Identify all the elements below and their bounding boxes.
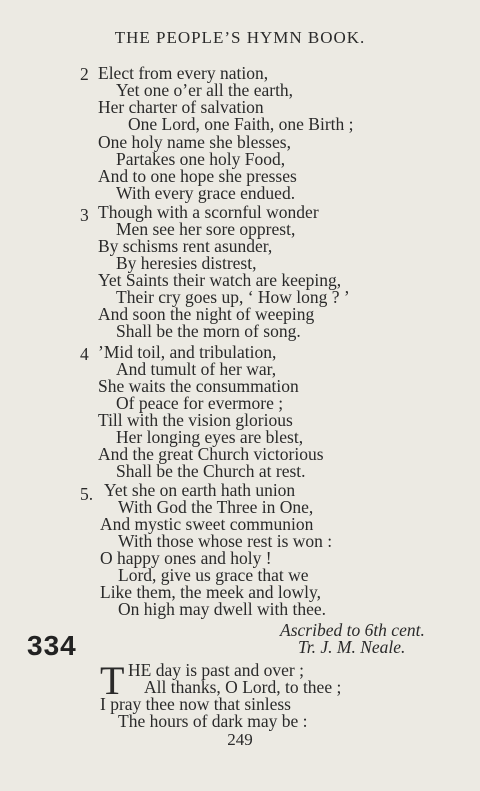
verse-line: The hours of dark may be : <box>118 711 308 731</box>
verse-line: One Lord, one Faith, one Birth ; <box>128 114 354 134</box>
verse-number: 2 <box>80 64 89 84</box>
verse-line: Partakes one holy Food, <box>116 149 286 169</box>
running-head: THE PEOPLE’S HYMN BOOK. <box>114 28 366 47</box>
verse-line: Their cry goes up, ‘ How long ? ’ <box>116 287 350 307</box>
verse-line: And tumult of her war, <box>116 359 277 379</box>
verse-line: Like them, the meek and lowly, <box>100 582 321 602</box>
verse-line: Yet Saints their watch are keeping, <box>98 270 342 290</box>
verse-line: And soon the night of weeping <box>98 304 315 324</box>
verse-line: Elect from every nation, <box>98 63 269 83</box>
verse-line: O happy ones and holy ! <box>100 548 272 568</box>
verse-line: Though with a scornful wonder <box>98 202 319 222</box>
verse-line: On high may dwell with thee. <box>118 599 327 619</box>
drop-cap: T <box>100 658 125 703</box>
verse-line: With every grace endued. <box>116 183 296 203</box>
verse-line: One holy name she blesses, <box>98 132 291 152</box>
verse-line: Till with the vision glorious <box>98 410 293 430</box>
verse-line: HE day is past and over ; <box>128 660 304 680</box>
verse-line: Shall be the morn of song. <box>116 321 301 341</box>
hymn-number: 334 <box>27 630 77 661</box>
verse-number: 5. <box>80 484 94 504</box>
verse-line: ’Mid toil, and tribulation, <box>98 342 277 362</box>
verse-line: Yet she on earth hath union <box>104 480 296 500</box>
attribution-translator: Tr. J. M. Neale. <box>298 637 406 657</box>
verse-line: Shall be the Church at rest. <box>116 461 306 481</box>
verse-line: With God the Three in One, <box>118 497 314 517</box>
verse-line: By heresies distrest, <box>116 253 257 273</box>
verse-line: I pray thee now that sinless <box>100 694 291 714</box>
verse-line: Her charter of salvation <box>98 97 264 117</box>
verse-line: Lord, give us grace that we <box>118 565 309 585</box>
verse-line: All thanks, O Lord, to thee ; <box>144 677 342 697</box>
verse-line: By schisms rent asunder, <box>98 236 273 256</box>
verse-number: 4 <box>80 344 89 364</box>
verse-line: And the great Church victorious <box>98 444 324 464</box>
verse-line: She waits the consummation <box>98 376 299 396</box>
page-number: 249 <box>227 730 253 749</box>
verse-number: 3 <box>80 205 89 225</box>
verse-line: And to one hope she presses <box>98 166 297 186</box>
verse-line: Men see her sore opprest, <box>116 219 296 239</box>
verse-line: Yet one o’er all the earth, <box>116 80 294 100</box>
verse-line: With those whose rest is won : <box>118 531 333 551</box>
verse-line: And mystic sweet communion <box>100 514 314 534</box>
verse-line: Her longing eyes are blest, <box>116 427 304 447</box>
attribution-source: Ascribed to 6th cent. <box>280 620 425 640</box>
verse-line: Of peace for evermore ; <box>116 393 284 413</box>
